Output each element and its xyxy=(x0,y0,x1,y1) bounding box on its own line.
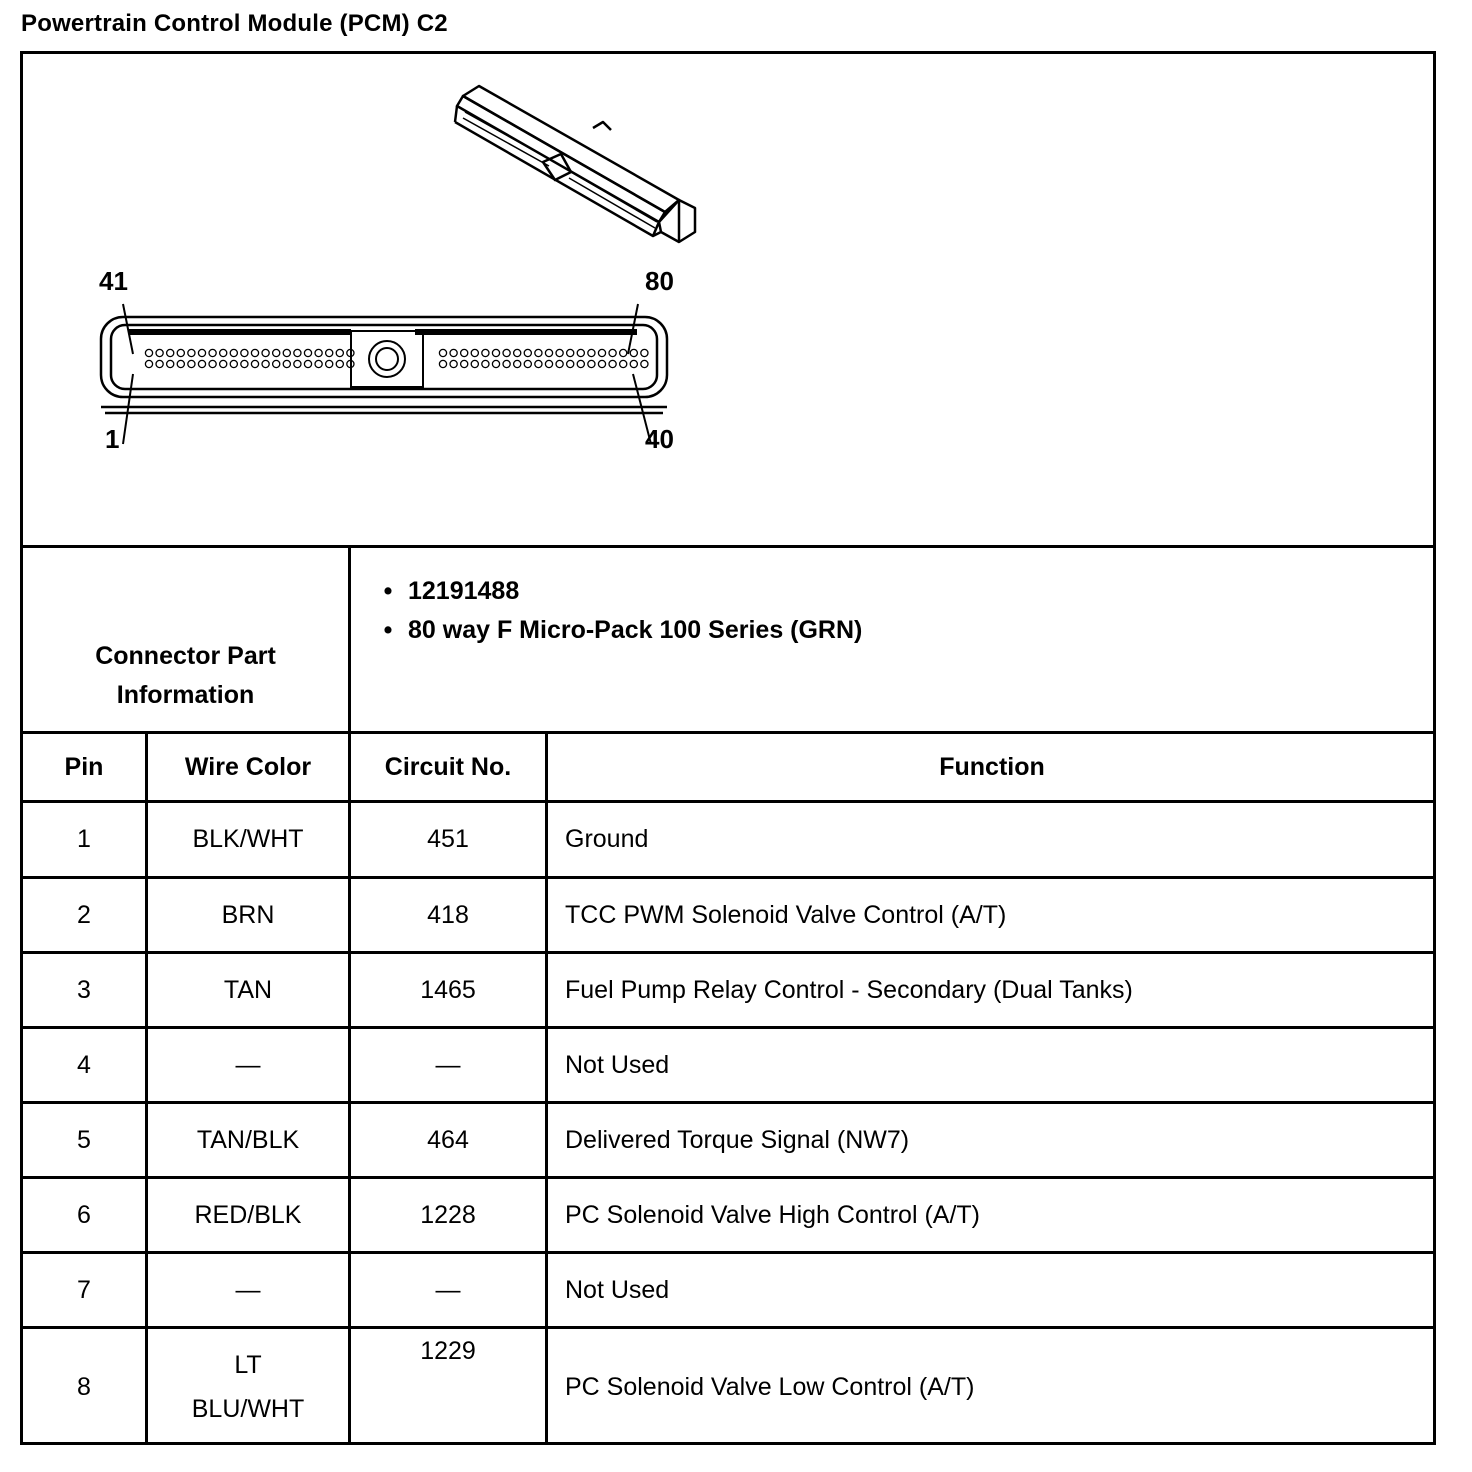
connector-diagram xyxy=(23,54,1436,548)
pin-label-80: 80 xyxy=(645,266,674,296)
row2-pin: 2 xyxy=(77,900,91,929)
row2-circuit: 418 xyxy=(427,900,469,929)
connector-document-frame xyxy=(20,51,1436,1445)
row5-wire-color: TAN/BLK xyxy=(196,1125,300,1154)
row1-pin: 1 xyxy=(77,825,91,853)
row6-wire-color: RED/BLK xyxy=(194,1200,302,1229)
row8-function: PC Solenoid Valve Low Control (A/T) xyxy=(565,1372,975,1401)
part-info-bullets xyxy=(368,572,862,650)
row3-pin: 3 xyxy=(77,975,91,1004)
header-pin: Pin xyxy=(64,752,104,781)
part-info-bullet-item xyxy=(368,572,862,611)
row5-circuit: 464 xyxy=(427,1125,469,1154)
header-circuit: Circuit No. xyxy=(384,752,512,781)
row5-function: Delivered Torque Signal (NW7) xyxy=(565,1125,910,1154)
row1-circuit: 451 xyxy=(427,825,469,853)
row6-circuit: 1228 xyxy=(420,1200,476,1229)
page-title: Powertrain Control Module (PCM) C2 xyxy=(21,10,448,37)
row6-pin: 6 xyxy=(77,1200,91,1229)
header-wire-color: Wire Color xyxy=(184,752,312,781)
connector-description: 80 way F Micro-Pack 100 Series (GRN) xyxy=(408,616,863,644)
row7-pin: 7 xyxy=(77,1275,91,1304)
part-info-label xyxy=(23,548,348,731)
header-function: Function xyxy=(939,752,1045,781)
part-info-bullet-item xyxy=(368,611,862,650)
part-info-label-line1: Connector Part xyxy=(95,642,276,670)
bullet-icon: • xyxy=(383,616,393,644)
row2-wire-color: BRN xyxy=(221,900,275,929)
part-info-label-line2: Information xyxy=(116,681,255,709)
row6-function: PC Solenoid Valve High Control (A/T) xyxy=(565,1200,980,1229)
row4-wire-color: — xyxy=(235,1050,261,1079)
row2-function: TCC PWM Solenoid Valve Control (A/T) xyxy=(565,900,1007,929)
row8-wire-color-line1: LT xyxy=(234,1351,262,1379)
row1-wire-color: BLK/WHT xyxy=(192,825,304,853)
row5-pin: 5 xyxy=(77,1125,91,1154)
pin-label-40: 40 xyxy=(645,424,674,454)
row3-circuit: 1465 xyxy=(420,975,476,1004)
row7-wire-color: — xyxy=(235,1275,261,1304)
row8-circuit: 1229 xyxy=(420,1337,476,1365)
row8-wire-color-line2: BLU/WHT xyxy=(191,1395,305,1423)
row7-circuit: — xyxy=(435,1275,461,1304)
row4-function: Not Used xyxy=(565,1050,670,1079)
pin-label-1: 1 xyxy=(105,424,120,454)
row7-function: Not Used xyxy=(565,1275,670,1304)
part-number: 12191488 xyxy=(408,577,520,605)
pin-leader-lines xyxy=(23,54,723,494)
row3-wire-color: TAN xyxy=(223,975,273,1004)
bullet-icon: • xyxy=(383,577,393,605)
row8-pin: 8 xyxy=(77,1372,91,1401)
row4-pin: 4 xyxy=(77,1050,91,1079)
row4-circuit: — xyxy=(435,1050,461,1079)
row8-wire-color xyxy=(148,1329,348,1445)
row3-function: Fuel Pump Relay Control - Secondary (Dual Tanks) xyxy=(565,975,1133,1004)
pin-label-41: 41 xyxy=(99,266,128,296)
row1-function: Ground xyxy=(565,825,649,853)
